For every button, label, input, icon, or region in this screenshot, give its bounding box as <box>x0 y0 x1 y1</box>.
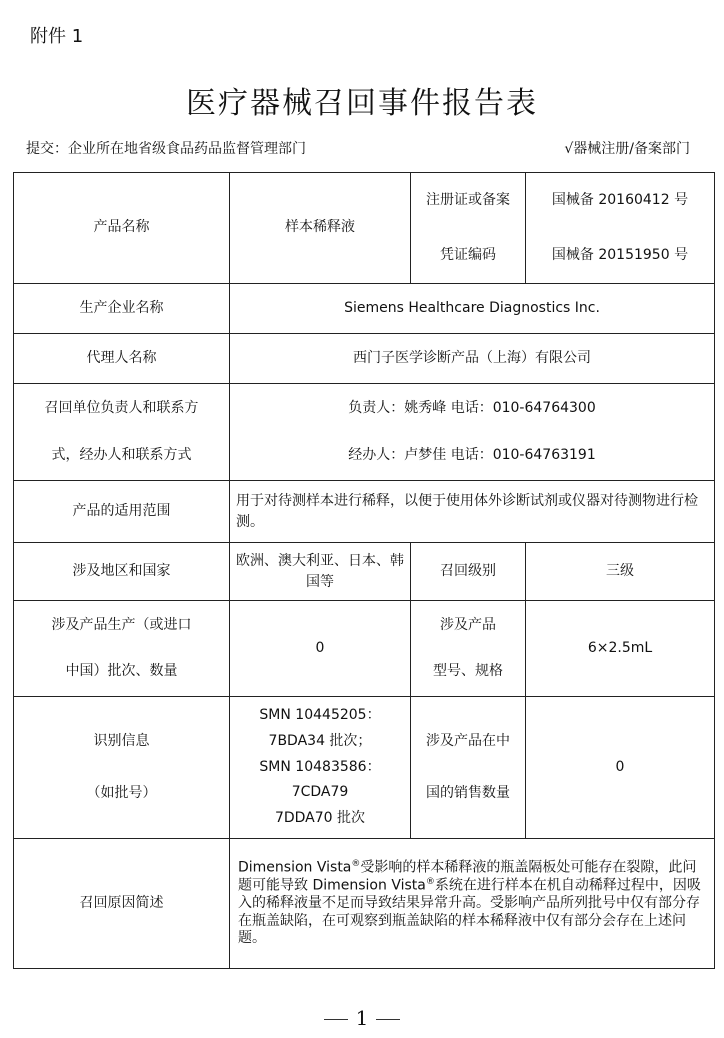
id-value-line: SMN 10483586： <box>259 758 381 775</box>
id-value <box>230 697 411 839</box>
model-value: 6×2.5mL <box>526 601 715 697</box>
annex-label: 附件 1 <box>30 26 84 47</box>
product-name-value: 样本稀释液 <box>230 173 411 284</box>
registered-mark: ® <box>351 859 361 870</box>
reg-code-value-2: 国械备 20151950 号 <box>551 246 689 263</box>
table-row <box>14 384 715 481</box>
region-label: 涉及地区和国家 <box>14 543 230 601</box>
region-value: 欧洲、澳大利亚、日本、韩国等 <box>230 543 411 601</box>
id-label <box>14 697 230 839</box>
id-label-line2: （如批号） <box>86 785 157 801</box>
batch-label-line1: 涉及产品生产（或进口 <box>51 616 192 633</box>
contact-value-1: 负责人：姚秀峰 电话：010-64764300 <box>348 400 596 416</box>
contact-label-line2: 式，经办人和联系方式 <box>51 446 192 463</box>
reason-text: 受影响的样本稀释液的瓶盖隔板处可能存在裂隙，此问题可能导致 Dimension Vista <box>238 859 697 894</box>
contact-value <box>230 384 715 481</box>
sales-label-line2: 国的销售数量 <box>426 785 510 801</box>
manufacturer-value: Siemens Healthcare Diagnostics Inc. <box>230 284 715 334</box>
product-name-label: 产品名称 <box>14 173 230 284</box>
contact-value-2: 经办人：卢梦佳 电话：010-64763191 <box>348 446 596 463</box>
reason-text: Dimension Vista <box>238 859 352 876</box>
table-row <box>14 173 715 284</box>
level-value: 三级 <box>526 543 715 601</box>
reason-label: 召回原因简述 <box>14 839 230 969</box>
agent-value: 西门子医学诊断产品（上海）有限公司 <box>230 334 715 384</box>
reg-code-value-1: 国械备 20160412 号 <box>551 192 689 208</box>
reg-code-label <box>411 173 526 284</box>
table-row <box>14 284 715 334</box>
dash-right <box>376 1019 400 1020</box>
dash-left <box>324 1019 348 1020</box>
reg-code-label-line2: 凭证编码 <box>440 246 496 263</box>
reg-code-label-line1: 注册证或备案 <box>426 192 510 208</box>
page-number-text: 1 <box>355 1006 369 1030</box>
contact-label <box>14 384 230 481</box>
scope-value: 用于对待测样本进行稀释，以便于使用体外诊断试剂或仪器对待测物进行检测。 <box>230 481 715 543</box>
model-label-line2: 型号、规格 <box>433 663 503 679</box>
batch-value: 0 <box>230 601 411 697</box>
batch-label <box>14 601 230 697</box>
contact-label-line1: 召回单位负责人和联系方 <box>44 400 199 416</box>
sales-value: 0 <box>526 697 715 839</box>
id-label-line1: 识别信息 <box>93 732 150 749</box>
page-number <box>0 1006 724 1030</box>
batch-label-line2: 中国）批次、数量 <box>65 663 178 679</box>
sales-label-line1: 涉及产品在中 <box>426 732 510 749</box>
id-value-line: 7BDA34 批次； <box>268 732 372 749</box>
reg-code-value <box>526 173 715 284</box>
manufacturer-label: 生产企业名称 <box>14 284 230 334</box>
id-value-line: SMN 10445205： <box>259 706 381 723</box>
scope-label: 产品的适用范围 <box>14 481 230 543</box>
submit-to: 提交：企业所在地省级食品药品监督管理部门 <box>26 141 306 157</box>
reason-text: 系统在进行样本在机自动稀释过程中，因吸入的稀释液量不足而导致结果异常升高。受影响产品所列批号中仅有部分存在瓶盖缺陷，在可观察到瓶盖缺陷的样本稀释液中仅有部分会存在上述问题。 <box>238 877 701 947</box>
table-row <box>14 334 715 384</box>
model-label-line1: 涉及产品 <box>440 616 496 633</box>
table-row <box>14 601 715 697</box>
model-label <box>411 601 526 697</box>
level-label: 召回级别 <box>411 543 526 601</box>
table-row <box>14 543 715 601</box>
agent-label: 代理人名称 <box>14 334 230 384</box>
sales-label <box>411 697 526 839</box>
reason-value <box>230 839 715 969</box>
report-table <box>13 172 715 969</box>
id-value-line: 7CDA79 <box>291 784 349 801</box>
page-title: 医疗器械召回事件报告表 <box>186 86 538 121</box>
table-row <box>14 481 715 543</box>
table-row <box>14 839 715 969</box>
id-value-line: 7DDA70 批次 <box>274 810 366 827</box>
department-check: √器械注册/备案部门 <box>564 141 690 157</box>
table-row <box>14 697 715 839</box>
registered-mark: ® <box>425 877 435 888</box>
